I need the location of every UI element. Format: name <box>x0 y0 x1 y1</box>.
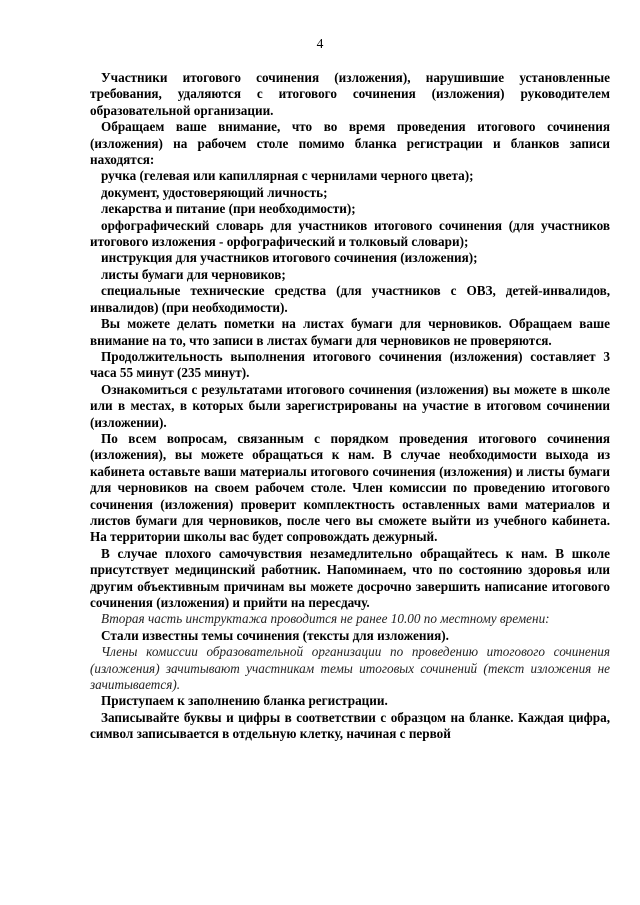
paragraph-duration: Продолжительность выполнения итогового сочинения (изложения) составляет 3 часа 55 минут (235 минут). <box>90 348 610 381</box>
instruction-read-topics: Члены комиссии образовательной организации по проведению итогового сочинения (изложения) зачитывают участникам темы итоговых сочинений (текст изложения не зачитывается). <box>90 644 610 693</box>
instruction-second-part: Вторая часть инструктажа проводится не ранее 10.00 по местному времени: <box>101 611 550 627</box>
paragraph-removal-rule: Участники итогового сочинения (изложения), нарушившие установленные требования, удаляются с итогового сочинения (изложения) руководителем образовательной организации. <box>90 70 610 118</box>
list-item: специальные технические средства (для участников с ОВЗ, детей-инвалидов, инвалидов) (при необходимости). <box>90 283 610 315</box>
paragraph-registration-form: Приступаем к заполнению бланка регистрации. <box>101 693 388 709</box>
paragraph-desk-items-intro: Обращаем ваше внимание, что во время проведения итогового сочинения (изложения) на рабочем столе помимо бланка регистрации и бланков записи находятся: <box>90 119 610 168</box>
list-item: ручка (гелевая или капиллярная с чернилами черного цвета); <box>101 168 474 184</box>
paragraph-results: Ознакомиться с результатами итогового сочинения (изложения) вы можете в школе или в местах, в которых были зарегистрированы на участие в итоговом сочинении (изложении). <box>90 381 610 430</box>
paragraph-questions: По всем вопросам, связанным с порядком проведения итогового сочинения (изложения), вы можете обращаться к нам. В случае необходимости выхода из кабинета оставьте ваши материалы итогового сочинения (изложения) и листы бумаги для черновиков на своем рабочем столе. Член комиссии по проведению итогового сочинения (изложения) проверит комплектность оставленных вами материалов и листов бумаги для черновиков, после чего вы сможете выйти из учебного кабинета. На территории школы вас будет сопровождать дежурный. <box>90 430 610 545</box>
document-body <box>90 70 610 743</box>
list-item: документ, удостоверяющий личность; <box>101 184 328 200</box>
desk-items-list <box>90 168 610 316</box>
list-item: орфографический словарь для участников итогового сочинения (для участников итогового изложения - орфографический и толковый словари); <box>90 217 610 250</box>
page-number: 4 <box>316 36 324 51</box>
list-item: листы бумаги для черновиков; <box>101 266 286 282</box>
list-item: лекарства и питание (при необходимости); <box>101 201 356 217</box>
list-item: инструкция для участников итогового сочинения (изложения); <box>101 250 478 266</box>
paragraph-topics-announced: Стали известны темы сочинения (тексты для изложения). <box>101 627 449 643</box>
paragraph-writing-rules: Записывайте буквы и цифры в соответствии с образцом на бланке. Каждая цифра, символ записывается в отдельную клетку, начиная с первой <box>90 709 610 742</box>
paragraph-draft-notes: Вы можете делать пометки на листах бумаги для черновиков. Обращаем ваше внимание на то, что записи в листах бумаги для черновиков не проверяются. <box>90 316 610 348</box>
paragraph-health: В случае плохого самочувствия незамедлительно обращайтесь к нам. В школе присутствует медицинский работник. Напоминаем, что по состоянию здоровья или другим объективным причинам вы можете досрочно завершить написание итогового сочинения (изложения) и прийти на пересдачу. <box>90 545 610 610</box>
